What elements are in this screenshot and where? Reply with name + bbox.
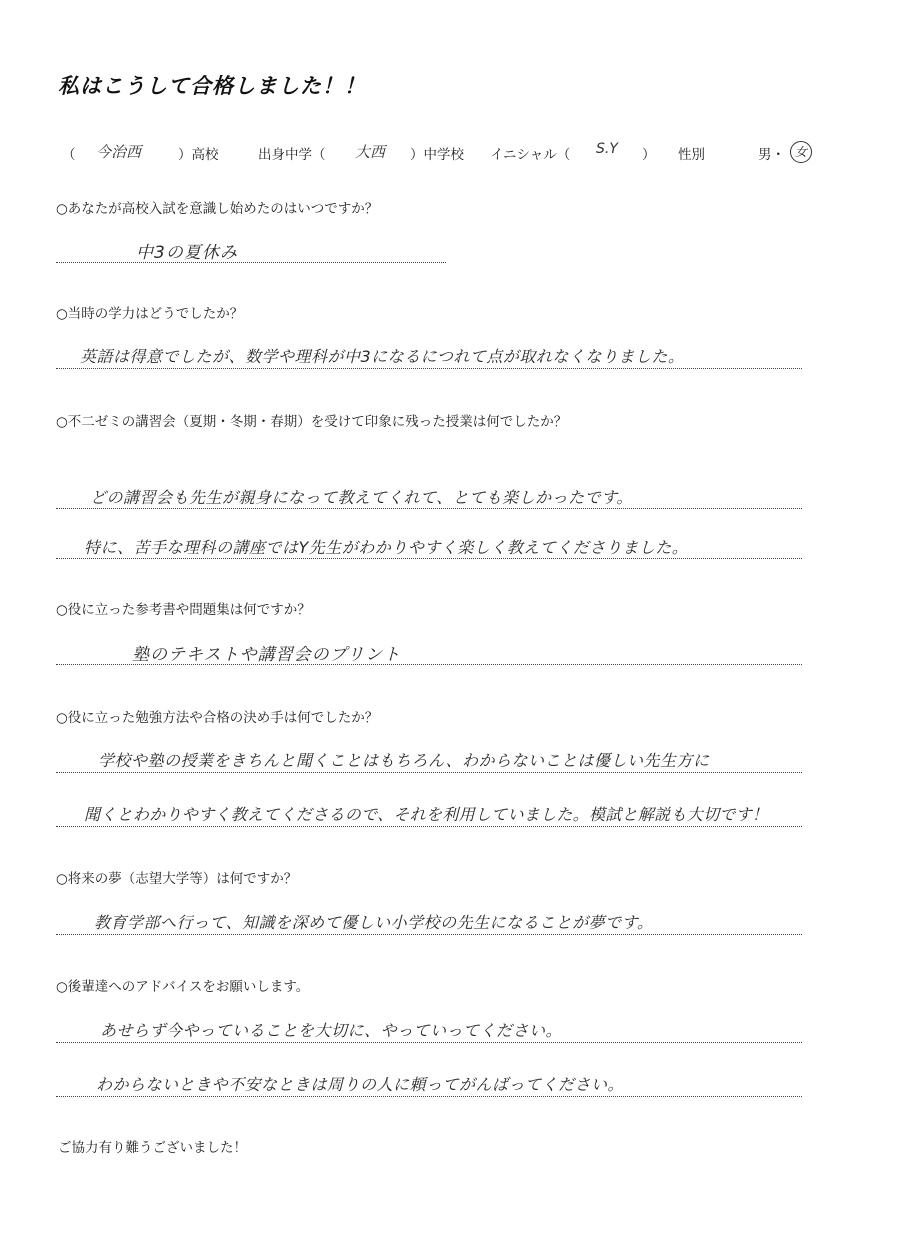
middle-school-close: ）中学校 xyxy=(410,147,464,163)
gender-male: 男・ xyxy=(758,147,785,163)
question-2: ○当時の学力はどうでしたか？ xyxy=(56,306,244,322)
answer-7-line-2: わからないときや不安なときは周りの人に頼ってがんばってください。 xyxy=(96,1075,625,1094)
answer-2-line-1: 英語は得意でしたが、数学や理科が中3になるにつれて点が取れなくなりました。 xyxy=(80,347,685,366)
middle-school-value: 大西 xyxy=(355,143,386,161)
page-title: 私はこうして合格しました！！ xyxy=(58,74,366,98)
middle-school-prefix: 出身中学（ xyxy=(258,147,326,163)
answer-4-line-1: 塾のテキストや講習会のプリント xyxy=(132,645,401,665)
answer-3-line-2: 特に、苦手な理科の講座ではY先生がわかりやすく楽しく教えてくださりました。 xyxy=(84,538,689,557)
answer-5-line-1: 学校や塾の授業をきちんと聞くことはもちろん、わからないことは優しい先生方に xyxy=(98,751,710,770)
question-4: ○役に立った参考書や問題集は何ですか？ xyxy=(56,602,311,618)
answer-line xyxy=(56,664,802,665)
high-school-close: ）高校 xyxy=(178,147,219,163)
initial-prefix: イニシャル（ xyxy=(490,147,571,163)
answer-6-line-1: 教育学部へ行って、知識を深めて優しい小学校の先生になることが夢です。 xyxy=(94,913,654,932)
answer-line xyxy=(56,826,802,827)
answer-line xyxy=(56,934,802,935)
gender-female-mark: 女 xyxy=(790,141,812,163)
initial-value: S.Y xyxy=(596,141,618,157)
answer-line xyxy=(56,558,802,559)
question-7: ○後輩達へのアドバイスをお願いします。 xyxy=(56,979,310,995)
answer-line xyxy=(56,1042,802,1043)
question-5: ○役に立った勉強方法や合格の決め手は何でしたか？ xyxy=(56,710,379,726)
answer-7-line-1: あせらず今やっていることを大切に、やっていってください。 xyxy=(100,1021,563,1040)
closing-message: ご協力有り難うございました！ xyxy=(58,1140,247,1156)
high-school-value: 今治西 xyxy=(96,143,142,161)
answer-5-line-2: 聞くとわかりやすく教えてくださるので、それを利用していました。模試と解説も大切です！ xyxy=(84,805,769,824)
gender-female-circled xyxy=(790,141,812,163)
answer-line xyxy=(56,262,446,263)
answer-line xyxy=(56,1096,802,1097)
answer-line xyxy=(56,368,802,369)
question-1: ○あなたが高校入試を意識し始めたのはいつですか？ xyxy=(56,201,379,217)
answer-line xyxy=(56,508,802,509)
answer-1-line-1: 中3の夏休み xyxy=(136,243,238,263)
question-3: ○不二ゼミの講習会（夏期・冬期・春期）を受けて印象に残った授業は何でしたか？ xyxy=(56,414,568,430)
gender-label: 性別 xyxy=(678,147,705,163)
initial-close: ） xyxy=(642,147,656,163)
answer-3-line-1: どの講習会も先生が親身になって教えてくれて、とても楽しかったです。 xyxy=(90,488,633,507)
answer-line xyxy=(56,772,802,773)
high-school-open: （ xyxy=(62,147,76,163)
question-6: ○将来の夢（志望大学等）は何ですか？ xyxy=(56,871,298,887)
